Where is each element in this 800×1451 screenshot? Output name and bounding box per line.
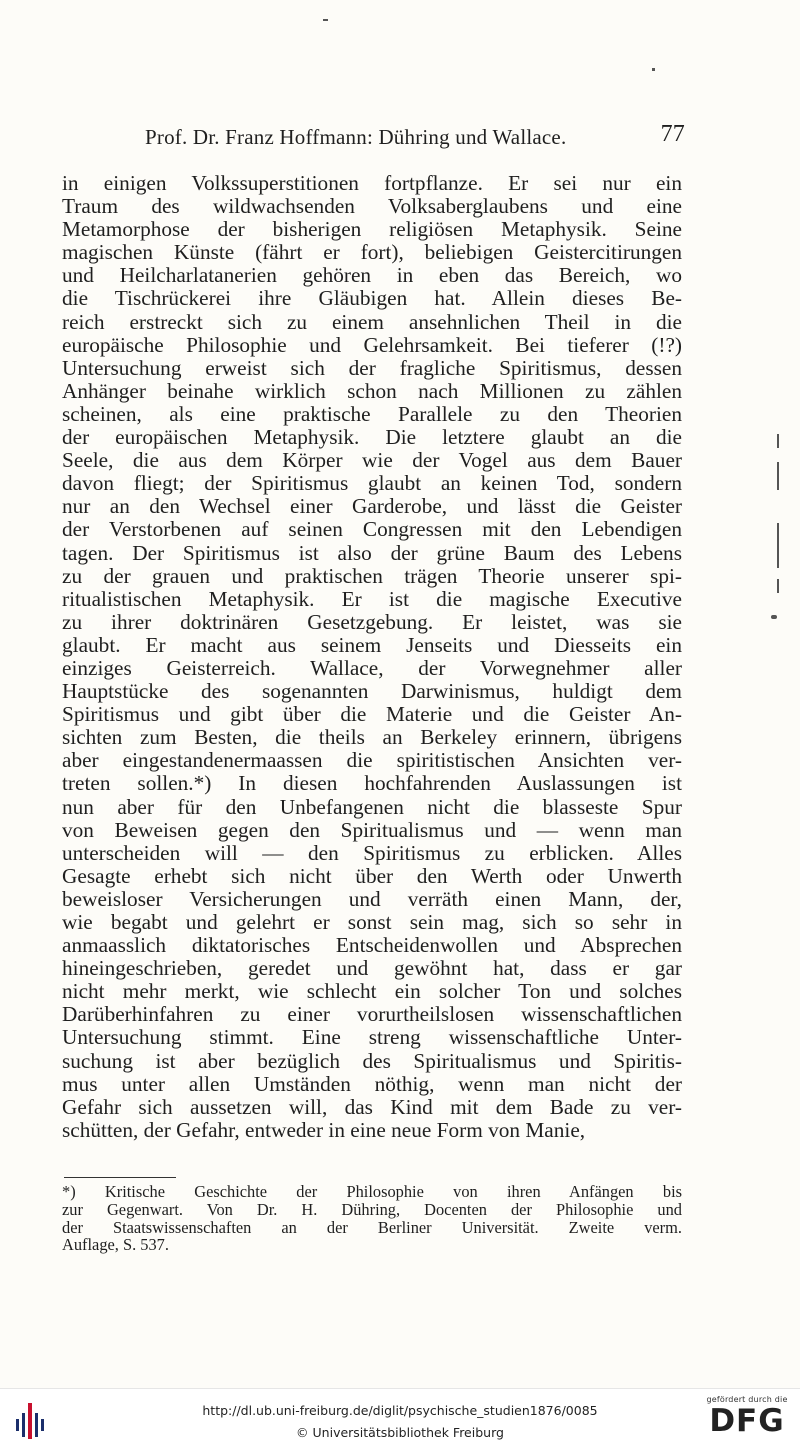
scan-speck bbox=[777, 434, 779, 448]
text-line: anmaasslich diktatorisches Entscheidenwollen und Absprechen bbox=[62, 933, 682, 958]
text-line: nur an den Wechsel einer Garderobe, und lässt die Geister bbox=[62, 494, 682, 519]
text-line: Untersuchung erweist sich der fragliche Spiritismus, dessen bbox=[62, 355, 682, 380]
text-line: von Beweisen gegen den Spiritualismus und — wenn man bbox=[62, 817, 682, 842]
text-line: schütten, der Gefahr, entweder in eine neue Form von Manie, bbox=[62, 1117, 586, 1142]
scan-speck bbox=[777, 579, 779, 593]
text-line: Spiritismus und gibt über die Materie und die Geister An- bbox=[62, 702, 682, 727]
page-url[interactable]: http://dl.ub.uni-freiburg.de/diglit/psychische_studien1876/0085 bbox=[202, 1403, 598, 1418]
page-number: 77 bbox=[660, 121, 685, 147]
text-line: reich erstreckt sich zu einem ansehnlichen Theil in die bbox=[62, 309, 682, 334]
text-line: mus unter allen Umständen nöthig, wenn man nicht der bbox=[62, 1071, 682, 1096]
text-line: europäische Philosophie und Gelehrsamkeit. Bei tieferer (!?) bbox=[62, 332, 682, 357]
copyright: © Universitätsbibliothek Freiburg bbox=[296, 1425, 504, 1440]
text-line: davon fliegt; der Spiritismus glaubt an keinen Tod, sondern bbox=[62, 471, 682, 496]
text-line: glaubt. Er macht aus seinem Jenseits und Diesseits ein bbox=[62, 632, 682, 657]
body-text bbox=[62, 172, 682, 1142]
scan-speck bbox=[323, 19, 328, 21]
text-line: Anhänger beinahe wirklich schon nach Millionen zu zählen bbox=[62, 378, 682, 403]
text-line: zu der grauen und praktischen trägen Theorie unserer spi- bbox=[62, 563, 682, 588]
text-line: beweisloser Versicherungen und verräth einen Mann, der, bbox=[62, 886, 682, 911]
text-line: nun aber für den Unbefangenen nicht die blasseste Spur bbox=[62, 794, 682, 819]
text-line: der europäischen Metaphysik. Die letztere glaubt an die bbox=[62, 425, 682, 450]
text-line: und Heilcharlatanerien gehören in eben das Bereich, wo bbox=[62, 263, 682, 288]
text-line: Untersuchung stimmt. Eine streng wissenschaftliche Unter- bbox=[62, 1025, 682, 1050]
text-line: in einigen Volkssuperstitionen fortpflanze. Er sei nur ein bbox=[62, 171, 682, 195]
text-line: aber eingestandenermaassen die spiritistischen Ansichten ver- bbox=[62, 748, 682, 773]
text-line: Darüberhinfahren zu einer vorurtheilslosen wissenschaftlichen bbox=[62, 1002, 682, 1027]
text-line: Traum des wildwachsenden Volksaberglaubens und eine bbox=[62, 194, 682, 219]
text-line: Gefahr sich aussetzen will, das Kind mit dem Bade zu ver- bbox=[62, 1094, 682, 1119]
text-line: die Tischrückerei ihre Gläubigen hat. Allein dieses Be- bbox=[62, 286, 682, 311]
footnote bbox=[62, 1183, 682, 1254]
text-line: sichten zum Besten, die theils an Berkeley erinnern, übrigens bbox=[62, 725, 682, 750]
footnote-rule bbox=[64, 1177, 176, 1178]
scan-speck bbox=[777, 523, 779, 568]
scan-speck bbox=[777, 462, 779, 490]
text-line: zu ihrer doktrinären Gesetzgebung. Er leistet, was sie bbox=[62, 609, 682, 634]
text-line: treten sollen.*) In diesen hochfahrenden Auslassungen ist bbox=[62, 771, 682, 796]
text-line: Gesagte erhebt sich nicht über den Werth oder Unwerth bbox=[62, 863, 682, 888]
text-line: wie begabt und gelehrt er sonst sein mag, sich so sehr in bbox=[62, 910, 682, 934]
footnote-line: *) Kritische Geschichte der Philosophie von ihren Anfängen bis bbox=[62, 1182, 682, 1201]
footnote-line: zur Gegenwart. Von Dr. H. Dühring, Docenten der Philosophie und bbox=[62, 1199, 682, 1219]
text-line: suchung ist aber bezüglich des Spiritualismus und Spiritis- bbox=[62, 1048, 682, 1073]
dfg-logo-text: DFG bbox=[709, 1403, 785, 1439]
text-line: Hauptstücke des sogenannten Darwinismus, huldigt dem bbox=[62, 679, 682, 704]
text-line: Seele, die aus dem Körper wie der Vogel aus dem Bauer bbox=[62, 448, 682, 473]
text-line: magischen Künste (fährt er fort), beliebigen Geistercitirungen bbox=[62, 240, 682, 265]
text-line: unterscheiden will — den Spiritismus zu erblicken. Alles bbox=[62, 840, 682, 865]
viewer-footer bbox=[0, 1388, 800, 1451]
text-line: scheinen, als eine praktische Parallele zu den Theorien bbox=[62, 401, 682, 426]
footnote-line: Auflage, S. 537. bbox=[62, 1235, 169, 1255]
dfg-caption: gefördert durch die bbox=[706, 1395, 788, 1404]
scan-speck bbox=[771, 615, 777, 619]
text-line: nicht mehr merkt, wie schlecht ein solcher Ton und solches bbox=[62, 979, 682, 1004]
text-line: einziges Geisterreich. Wallace, der Vorwegnehmer aller bbox=[62, 655, 682, 680]
scan-speck bbox=[652, 68, 655, 71]
text-line: ritualistischen Metaphysik. Er ist die magische Executive bbox=[62, 586, 682, 611]
text-line: hineingeschrieben, geredet und gewöhnt hat, dass er gar bbox=[62, 956, 682, 981]
text-line: Metamorphose der bisherigen religiösen Metaphysik. Seine bbox=[62, 217, 682, 242]
running-title: Prof. Dr. Franz Hoffmann: Dühring und Wallace. bbox=[145, 125, 567, 149]
dfg-logo[interactable] bbox=[704, 1395, 790, 1445]
footnote-line: der Staatswissenschaften an der Berliner Universität. Zweite verm. bbox=[62, 1217, 682, 1237]
text-line: tagen. Der Spiritismus ist also der grüne Baum des Lebens bbox=[62, 540, 682, 565]
text-line: der Verstorbenen auf seinen Congressen mit den Lebendigen bbox=[62, 517, 682, 542]
